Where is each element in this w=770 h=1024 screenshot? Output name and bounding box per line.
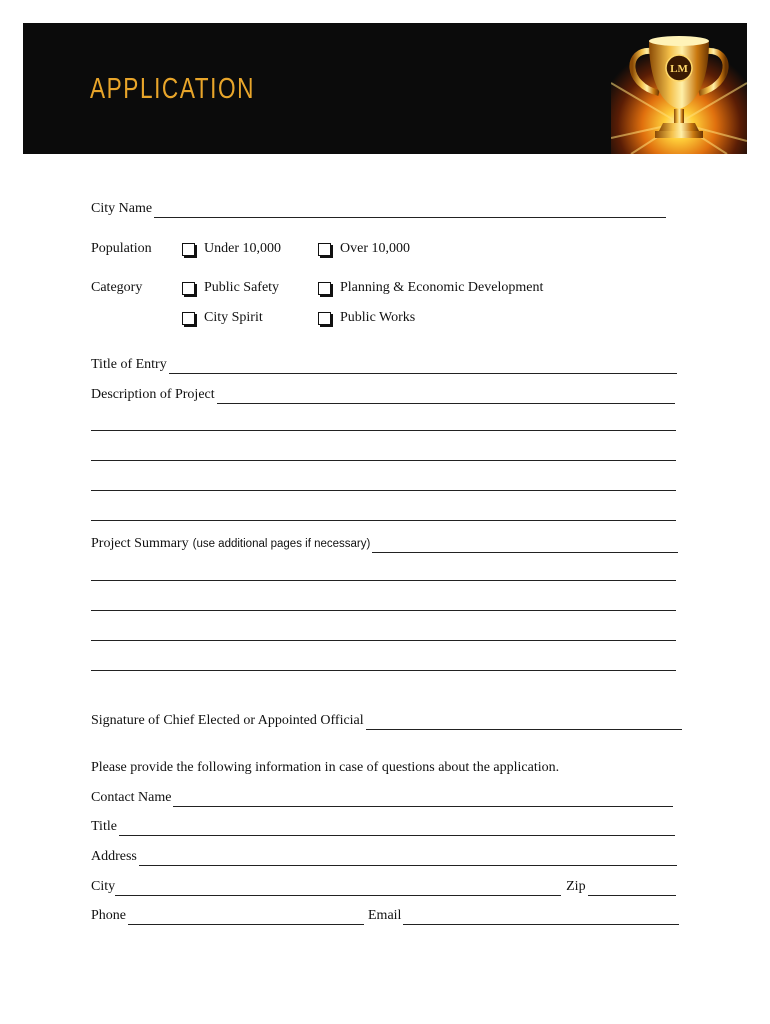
- population-label: Population: [91, 241, 152, 256]
- phone-email-row: [91, 907, 679, 925]
- city-field[interactable]: [115, 881, 561, 896]
- city-label: City: [91, 879, 116, 894]
- zip-label: Zip: [566, 879, 586, 894]
- address-field[interactable]: [139, 851, 677, 866]
- summary-label: Project Summary: [91, 536, 189, 551]
- contact-intro: Please provide the following information in case of questions about the application.: [91, 760, 560, 775]
- city-zip-row: [91, 878, 676, 896]
- email-field[interactable]: [403, 910, 679, 925]
- title-row: [91, 818, 675, 836]
- contact-name-label: Contact Name: [91, 790, 172, 805]
- email-label: Email: [368, 908, 402, 923]
- category-planning-option[interactable]: [318, 279, 543, 297]
- title-label: Title: [91, 819, 117, 834]
- category-public-works-option[interactable]: [318, 309, 415, 327]
- summary-line[interactable]: [91, 640, 676, 641]
- category-label: Category: [91, 280, 143, 295]
- checkbox[interactable]: [318, 243, 331, 256]
- emblem-monogram: LM: [670, 63, 688, 75]
- trophy-emblem-icon: [611, 23, 747, 154]
- population-over-option[interactable]: [318, 240, 410, 258]
- signature-label: Signature of Chief Elected or Appointed Official: [91, 713, 364, 728]
- description-line[interactable]: [91, 490, 676, 491]
- population-under-label: Under 10,000: [204, 241, 281, 256]
- title-of-entry-label: Title of Entry: [91, 357, 167, 372]
- summary-note: (use additional pages if necessary): [192, 538, 371, 550]
- description-line[interactable]: [91, 430, 676, 431]
- phone-label: Phone: [91, 908, 126, 923]
- title-of-entry-row: [91, 356, 677, 374]
- checkbox[interactable]: [318, 312, 331, 325]
- contact-name-row: [91, 789, 673, 807]
- checkbox[interactable]: [182, 312, 195, 325]
- title-field[interactable]: [119, 821, 675, 836]
- category-public-safety-option[interactable]: [182, 279, 279, 297]
- checkbox[interactable]: [182, 282, 195, 295]
- description-field[interactable]: [217, 389, 675, 404]
- contact-name-field[interactable]: [173, 792, 673, 807]
- category-city-spirit-label: City Spirit: [204, 310, 263, 325]
- city-name-label: City Name: [91, 201, 153, 216]
- description-line[interactable]: [91, 460, 676, 461]
- page-title: APPLICATION: [90, 73, 256, 105]
- category-planning-label: Planning & Economic Development: [340, 280, 544, 295]
- zip-field[interactable]: [588, 881, 676, 896]
- checkbox[interactable]: [182, 243, 195, 256]
- city-name-field[interactable]: [154, 203, 666, 218]
- summary-line[interactable]: [91, 610, 676, 611]
- population-under-option[interactable]: [182, 240, 281, 258]
- title-of-entry-field[interactable]: [169, 359, 677, 374]
- summary-row: [91, 535, 678, 553]
- description-row: [91, 386, 675, 404]
- category-public-safety-label: Public Safety: [204, 280, 280, 295]
- population-over-label: Over 10,000: [340, 241, 410, 256]
- phone-field[interactable]: [128, 910, 364, 925]
- checkbox[interactable]: [318, 282, 331, 295]
- description-label: Description of Project: [91, 387, 215, 402]
- header-banner: [23, 23, 747, 154]
- address-row: [91, 848, 677, 866]
- category-public-works-label: Public Works: [340, 310, 416, 325]
- city-name-row: [91, 200, 666, 218]
- summary-field[interactable]: [372, 538, 678, 553]
- summary-line[interactable]: [91, 670, 676, 671]
- description-line[interactable]: [91, 520, 676, 521]
- summary-line[interactable]: [91, 580, 676, 581]
- signature-row: [91, 712, 682, 730]
- address-label: Address: [91, 849, 137, 864]
- signature-field[interactable]: [366, 715, 682, 730]
- category-city-spirit-option[interactable]: [182, 309, 263, 327]
